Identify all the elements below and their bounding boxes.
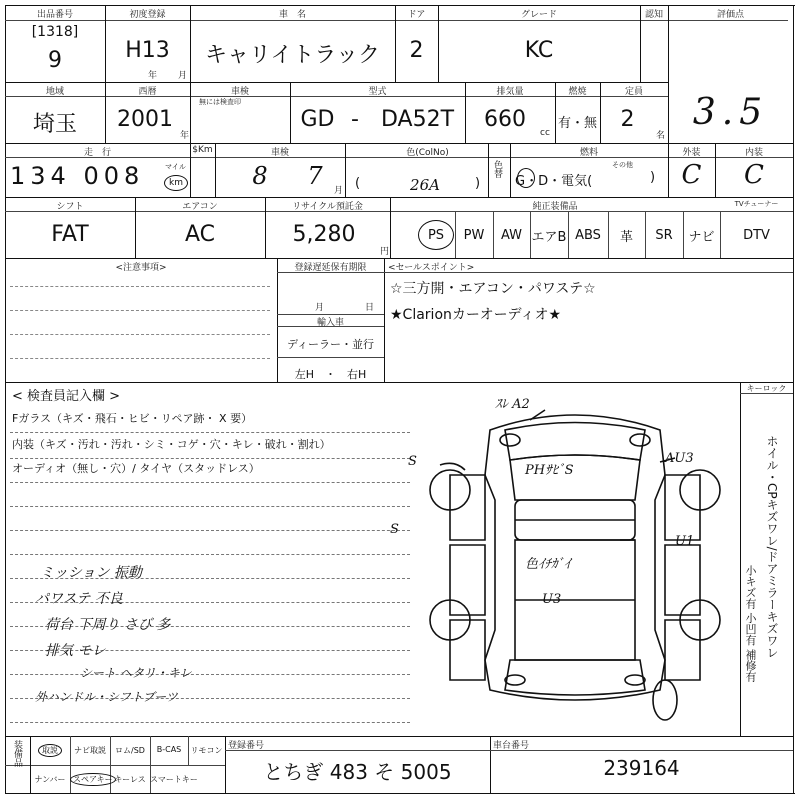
first-reg: H13 [125,38,170,63]
diag-label-5: S [390,522,399,537]
hw-note-4: 排気 モレ [45,643,106,659]
grade: KC [524,38,554,63]
equip-navi: ナビ [688,229,715,245]
meter-label: $Km [192,145,213,155]
inspection-label: 車検 [230,87,249,97]
sales-label: <セールスポイント> [388,263,475,273]
import-label: 輸入車 [316,318,344,328]
equip-sr: SR [655,227,673,243]
inspector-line-2: 内装（キズ・汚れ・汚れ・シミ・コゲ・穴・キレ・破れ・割れ） [12,438,331,451]
fuel-type-label: 燃料 [579,148,598,158]
color-label: 色(ColNo) [406,148,449,158]
equip-leather: 革 [619,229,633,245]
fuel-g-circle [517,168,535,188]
region-label: 地域 [45,87,64,97]
mileage-label: 走 行 [83,148,111,158]
fuel-type: G・D・電気( [515,174,593,189]
item-manual: 取説 [30,745,70,756]
fuel-other: その他 [612,161,633,169]
shift-label: シフト [56,202,84,212]
inspector-line-3: オーディオ（無し・穴）/ タイヤ（スタッドレス） [12,462,260,475]
mile-label: マイル [165,163,186,171]
right-vertical-2: 小キズ有 小凹有 補修有 [744,565,757,682]
hw-note-5: シート ヘタリ・キレ [80,666,192,680]
equip-aw: AW [500,227,523,243]
tvtuner-label: TVチューナー [734,200,779,208]
inspector-title: < 検査員記入欄 > [12,389,121,404]
recycle-unit: 円 [380,247,390,257]
plate: とちぎ 483 そ 5005 [263,760,452,784]
recycle-label: リサイクル預託金 [292,202,363,212]
item-bcas: B-CAS [156,745,182,754]
item-rom-sd: ロム/SD [115,746,145,755]
equip-airbag: エアB [531,229,567,245]
plate-label: 登録番号 [228,741,265,751]
shift: FAT [51,222,89,247]
item-number: ナンバー [34,775,66,784]
model-dash: - [351,107,359,132]
equip-dtv: DTV [743,227,770,243]
grade-label: グレード [520,10,557,20]
capacity-label: 定員 [624,87,643,97]
year-unit: 年 [148,71,158,81]
door-label: ドア [407,10,426,20]
diag-label-2: AU3 [665,451,694,466]
item-navi-manual: ナビ取説 [74,746,106,755]
fuel-close: ) [650,170,656,185]
int-label: 内装 [744,148,763,158]
diag-label-6: U1 [675,534,695,549]
item-spare-key: スペアキー [70,774,110,785]
handle: 左H ・ 右H [294,368,367,381]
car-name-label: 車 名 [278,10,306,20]
km-label: km [164,175,188,191]
hw-note-2: パワステ 不良 [35,591,123,607]
reg-day: 日 [365,303,375,313]
right-vertical-1: ホイル・CPキズワレ/ドアミラーキズワレ [765,435,779,659]
cc-unit: cc [540,128,550,138]
item-remote: リモコン [190,746,223,755]
cc-label: 排気量 [496,87,524,97]
first-reg-label: 初度登録 [129,10,166,20]
diag-label-1: ｽﾚ A2 [495,397,530,412]
capacity-unit: 名 [656,131,666,141]
fuel-label: 燃焼 [568,87,587,97]
diag-label-4: S [408,454,417,469]
score: 3.5 [692,92,769,133]
score-label: 評価点 [716,10,744,20]
lot-no-label: 出品番号 [36,10,73,20]
year-unit-2: 年 [180,131,190,141]
shaken-label: 車検 [270,148,289,158]
keylock-label: キーロック [746,384,787,393]
color-paren-close: ) [475,176,481,191]
ac-label: エアコン [182,202,218,212]
capacity: 2 [620,107,635,132]
hw-note-3: 荷台 下周り さび 多 [45,617,171,633]
mark-label: 認知 [644,10,663,20]
color-paren: ( [355,176,361,191]
region: 埼玉 [32,112,77,137]
diag-label-7: 色ｲﾁｶﾞｲ [525,557,571,572]
equipment-label: 純正装備品 [532,202,578,212]
equip-bottom-label: 装備品 [12,740,22,767]
car-name: キャリイトラック [205,43,380,68]
diag-label-3: PHｻﾋﾞS [525,463,574,478]
fuel: 有・無 [557,116,597,131]
color-no: 26A [410,176,440,194]
hw-note-6: 外ハンドル・シフトブーツ [35,690,178,704]
shaken-year: 8 [252,162,268,190]
equip-ps: PS [417,215,455,255]
doors: 2 [409,38,424,63]
model-label: 型式 [368,87,387,97]
mileage: 134 008 [10,162,145,190]
year: 2001 [117,107,173,132]
model-prefix: GD [300,107,335,132]
shaken-unit: 月 [334,186,344,196]
chassis-label: 車台番号 [493,741,530,751]
import-dealer: ディーラー・並行 [286,338,375,351]
int-grade: C [744,160,764,190]
registration-label: 登録遅延保有期限 [294,263,367,273]
ext-grade: C [681,160,702,190]
sales-point-2: ★Clarionカーオーディオ★ [390,307,562,323]
reg-month: 月 [315,303,325,313]
year-label: 西暦 [138,87,157,97]
equip-abs: ABS [575,227,601,243]
month-unit: 月 [178,71,188,81]
diag-label-8: U3 [542,592,562,607]
caution-label: <注意事項> [115,263,167,273]
color-change: 色替 [492,160,502,178]
item-smartkey: スマートキー [150,775,198,784]
shaken-month: 7 [307,162,323,190]
lot-no: 9 [48,48,62,73]
sales-point-1: ☆三方開・エアコン・パワステ☆ [390,281,596,297]
recycle: 5,280 [292,222,356,247]
chassis: 239164 [603,756,680,780]
equip-pw: PW [463,227,485,243]
model: DA52T [380,107,455,132]
car-diagram [390,390,740,735]
ac: AC [184,222,216,247]
lot-bracket: [1318] [31,24,79,40]
inspection-sub: 無には検査印 [199,98,241,106]
item-keyless: キーレス [114,775,146,784]
cc: 660 [484,107,526,132]
inspector-line-1: Fガラス（キズ・飛石・ヒビ・リペア跡・ X 要） [12,412,253,425]
hw-note-1: ミッション 振動 [40,565,142,581]
ext-label: 外装 [682,148,701,158]
